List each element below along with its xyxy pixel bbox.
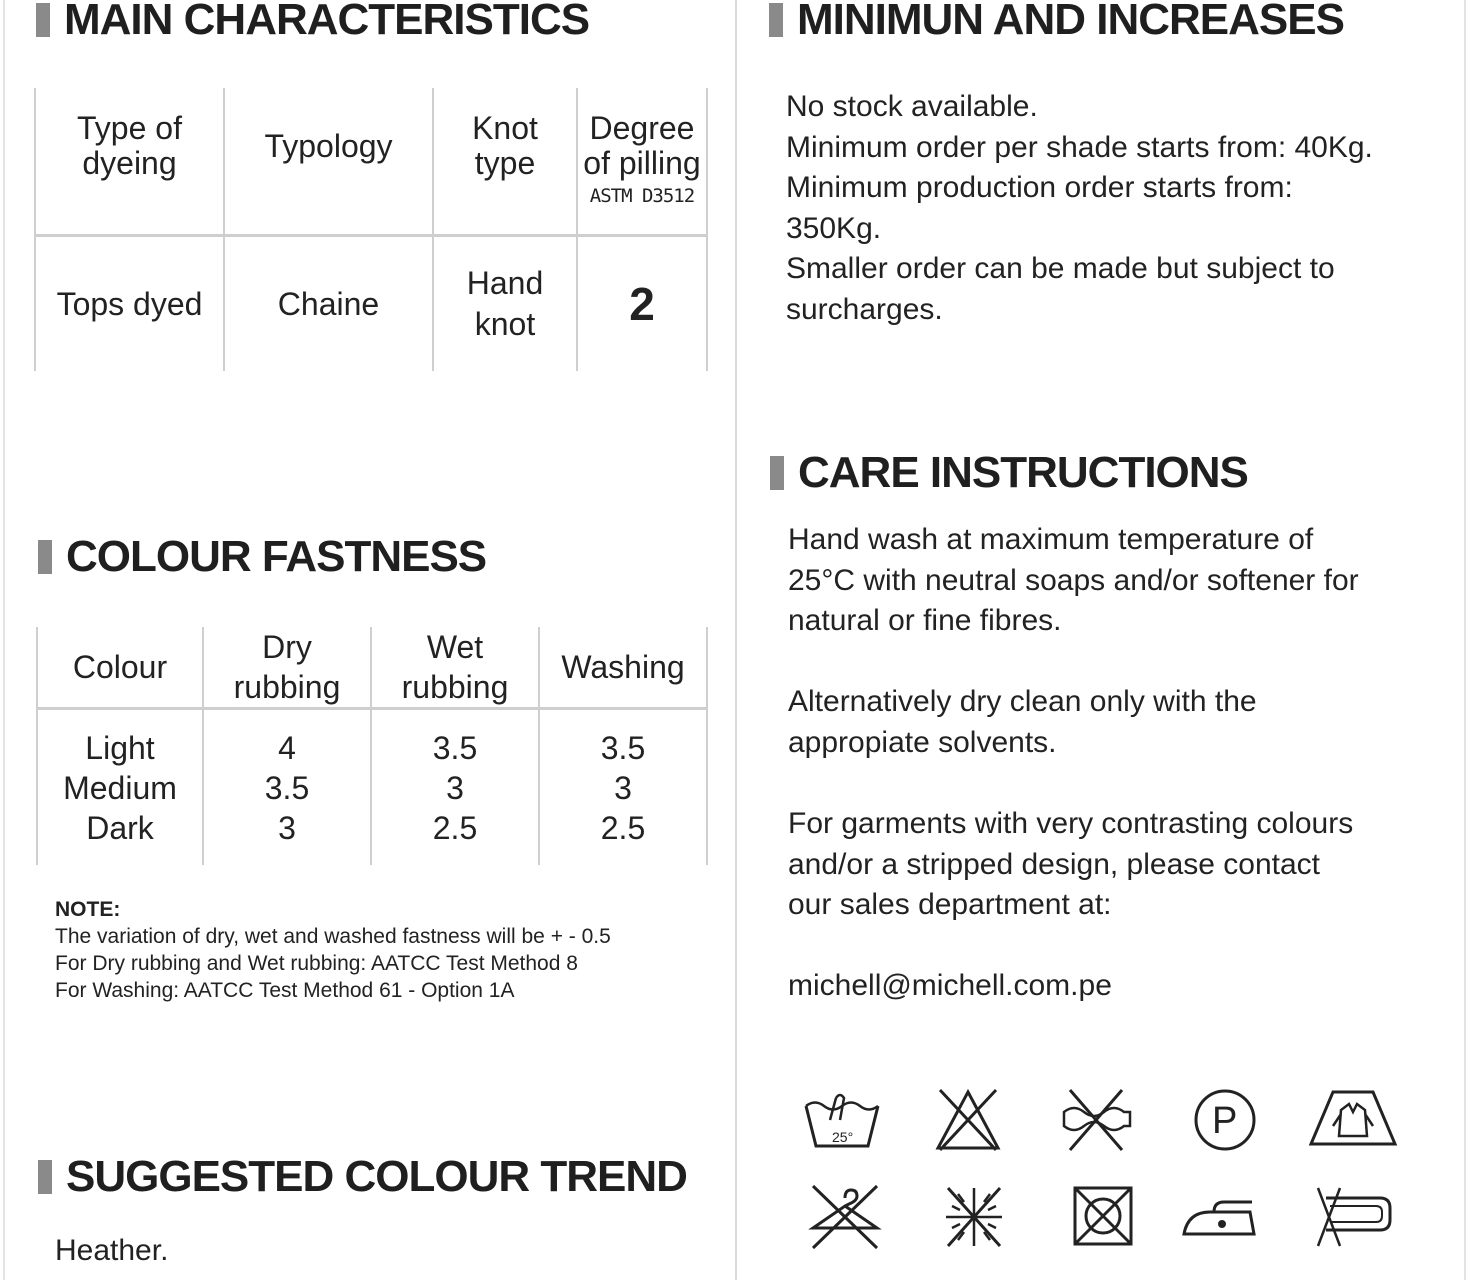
header-knot-type: Knot type bbox=[433, 88, 577, 236]
page-edge-right bbox=[1464, 0, 1466, 1280]
dry-clean-p-icon bbox=[1175, 1080, 1275, 1160]
do-not-wring-icon bbox=[1046, 1080, 1146, 1160]
page-edge-left bbox=[3, 0, 5, 1280]
colour-fastness-heading: COLOUR FASTNESS bbox=[38, 533, 486, 581]
care-paragraph-dry-clean: Alternatively dry clean only with the appropiate solvents. bbox=[788, 685, 1257, 759]
header-washing: Washing bbox=[539, 627, 707, 709]
main-characteristics-heading: MAIN CHARACTERISTICS bbox=[36, 0, 589, 44]
svg-text:25°: 25° bbox=[832, 1129, 854, 1145]
value-type-of-dyeing: Tops dyed bbox=[35, 236, 224, 372]
heading-bar bbox=[38, 540, 52, 574]
do-not-tumble-dry-icon bbox=[1053, 1176, 1153, 1256]
header-dry-rubbing: Dry rubbing bbox=[203, 627, 371, 709]
do-not-hang-dry-icon bbox=[795, 1176, 895, 1256]
value-knot-type: Hand knot bbox=[433, 236, 577, 372]
dry-rubbing-column: 4 3.5 3 bbox=[203, 709, 371, 866]
header-degree-of-pilling: Degree of pilling ASTM D3512 bbox=[577, 88, 707, 236]
suggested-colour-trend-heading: SUGGESTED COLOUR TREND bbox=[38, 1153, 687, 1201]
do-not-twist-icon bbox=[1304, 1176, 1404, 1256]
do-not-brush-icon bbox=[924, 1176, 1024, 1256]
fastness-note: NOTE: The variation of dry, wet and washed fastness will be + - 0.5 For Dry rubbing and Wet rubbing: AATCC Test Method 8 For Washing: AATCC Test Method 61 - Option 1A bbox=[55, 898, 611, 1002]
colour-column: Light Medium Dark bbox=[37, 709, 203, 866]
minimum-order-text: No stock available. Minimum order per shade starts from: 40Kg. Minimum production order starts from: 350Kg. Smaller order can be made but subject to surcharges. bbox=[786, 90, 1373, 326]
care-paragraph-wash: Hand wash at maximum temperature of 25°C with neutral soaps and/or softener for natural or fine fibres. bbox=[788, 523, 1359, 637]
header-type-of-dyeing: Type of dyeing bbox=[35, 88, 224, 236]
header-colour: Colour bbox=[37, 627, 203, 709]
table-row bbox=[37, 709, 707, 866]
washing-column: 3.5 3 2.5 bbox=[539, 709, 707, 866]
header-wet-rubbing: Wet rubbing bbox=[371, 627, 539, 709]
column-divider bbox=[735, 0, 737, 1280]
main-characteristics-table bbox=[34, 88, 708, 371]
do-not-bleach-icon bbox=[918, 1080, 1018, 1160]
table-header-row bbox=[37, 627, 707, 709]
colour-trend-text: Heather. bbox=[55, 1234, 169, 1267]
svg-text:P: P bbox=[1212, 1100, 1238, 1142]
value-typology: Chaine bbox=[224, 236, 433, 372]
heading-bar bbox=[770, 456, 784, 490]
minimum-and-increases-heading: MINIMUN AND INCREASES bbox=[769, 0, 1344, 44]
care-paragraph-contact: For garments with very contrasting colours and/or a stripped design, please contact our sales department at: bbox=[788, 807, 1354, 921]
hand-wash-25-icon bbox=[792, 1080, 892, 1160]
table-row bbox=[35, 236, 707, 372]
table-header-row bbox=[35, 88, 707, 236]
dry-flat-garment-icon bbox=[1303, 1080, 1403, 1160]
wet-rubbing-column: 3.5 3 2.5 bbox=[371, 709, 539, 866]
header-typology: Typology bbox=[224, 88, 433, 236]
heading-bar bbox=[38, 1160, 52, 1194]
sales-email: michell@michell.com.pe bbox=[788, 969, 1112, 1002]
heading-bar bbox=[769, 3, 783, 37]
care-instructions-heading: CARE INSTRUCTIONS bbox=[770, 449, 1248, 497]
value-degree-of-pilling: 2 bbox=[577, 236, 707, 372]
iron-low-icon bbox=[1170, 1176, 1270, 1256]
heading-bar bbox=[36, 3, 50, 37]
colour-fastness-table bbox=[36, 627, 708, 865]
